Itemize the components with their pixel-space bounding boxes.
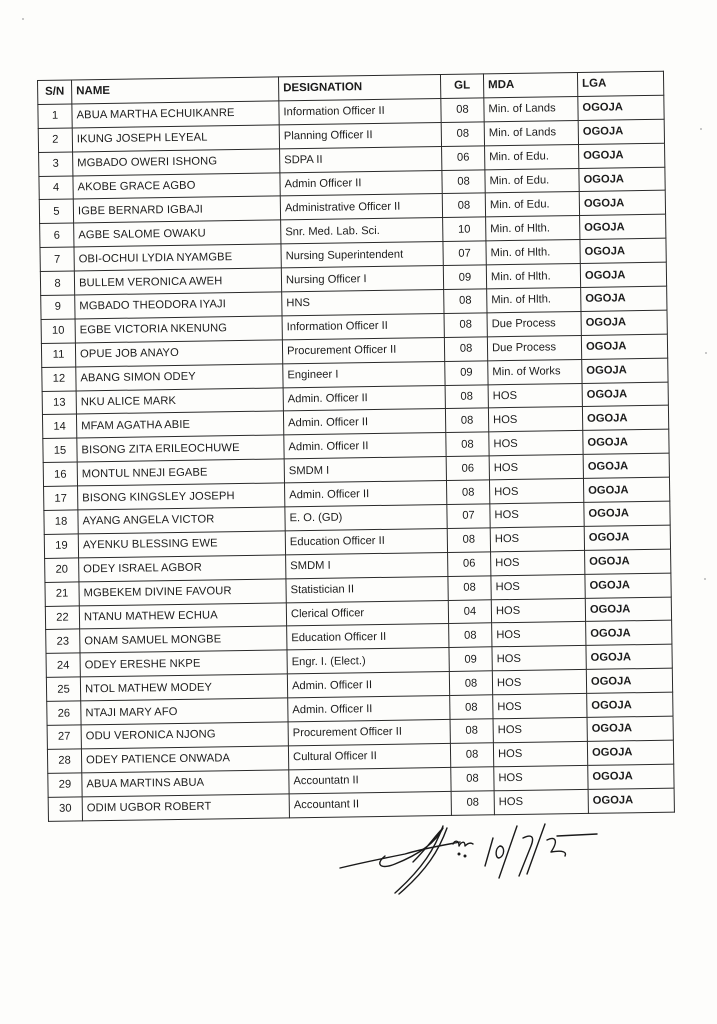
cell-gl: 08 <box>444 313 487 338</box>
cell-name: NKU ALICE MARK <box>76 387 283 414</box>
cell-name: ODU VERONICA NJONG <box>81 722 288 749</box>
cell-gl: 08 <box>441 98 484 123</box>
cell-designation: HNS <box>282 290 444 316</box>
cell-designation: Nursing Officer I <box>281 266 443 292</box>
cell-gl: 09 <box>443 265 486 290</box>
cell-lga: OGOJA <box>581 334 667 359</box>
cell-name: ODIM UGBOR ROBERT <box>82 794 289 821</box>
cell-mda: Min. of Edu. <box>485 168 579 193</box>
cell-sn: 11 <box>41 343 75 367</box>
cell-gl: 08 <box>451 767 494 792</box>
cell-gl: 08 <box>444 337 487 362</box>
cell-gl: 08 <box>450 719 493 744</box>
cell-sn: 28 <box>47 749 81 773</box>
cell-mda: HOS <box>494 765 588 790</box>
cell-mda: HOS <box>492 622 586 647</box>
cell-gl: 06 <box>448 552 491 577</box>
header-name: NAME <box>72 77 279 104</box>
cell-designation: SMDM I <box>286 552 448 578</box>
header-mda: MDA <box>483 72 577 97</box>
cell-mda: HOS <box>493 717 587 742</box>
cell-designation: E. O. (GD) <box>285 504 447 530</box>
cell-mda: Min. of Edu. <box>485 192 579 217</box>
cell-gl: 08 <box>444 289 487 314</box>
cell-designation: Snr. Med. Lab. Sci. <box>281 218 443 244</box>
cell-designation: SMDM I <box>284 457 446 483</box>
cell-designation: Planning Officer II <box>279 122 441 148</box>
cell-name: BULLEM VERONICA AWEH <box>74 268 281 295</box>
cell-gl: 06 <box>442 146 485 171</box>
cell-mda: HOS <box>488 383 582 408</box>
cell-designation: Admin. Officer II <box>288 696 450 722</box>
cell-name: AGBE SALOME OWAKU <box>74 220 281 247</box>
cell-gl: 08 <box>442 169 485 194</box>
cell-name: IGBE BERNARD IGBAJI <box>73 196 280 223</box>
cell-name: ODEY ISRAEL AGBOR <box>79 555 286 582</box>
cell-mda: HOS <box>491 598 585 623</box>
cell-lga: OGOJA <box>586 668 672 693</box>
cell-gl: 08 <box>445 384 488 409</box>
cell-mda: HOS <box>492 646 586 671</box>
cell-sn: 15 <box>43 438 77 462</box>
cell-lga: OGOJA <box>581 310 667 335</box>
cell-sn: 17 <box>44 486 78 510</box>
cell-lga: OGOJA <box>582 406 668 431</box>
cell-gl: 08 <box>450 743 493 768</box>
cell-lga: OGOJA <box>584 525 670 550</box>
cell-lga: OGOJA <box>579 191 665 216</box>
cell-mda: HOS <box>493 694 587 719</box>
cell-name: NTANU MATHEW ECHUA <box>79 602 286 629</box>
cell-mda: HOS <box>489 455 583 480</box>
cell-gl: 08 <box>447 528 490 553</box>
cell-gl: 07 <box>443 241 486 266</box>
cell-mda: Due Process <box>487 311 581 336</box>
cell-mda: HOS <box>489 479 583 504</box>
cell-lga: OGOJA <box>578 119 664 144</box>
cell-designation: Procurement Officer II <box>288 719 450 745</box>
cell-lga: OGOJA <box>583 430 669 455</box>
cell-sn: 4 <box>39 176 73 200</box>
cell-designation: Admin. Officer II <box>285 481 447 507</box>
cell-gl: 09 <box>449 647 492 672</box>
cell-lga: OGOJA <box>583 477 669 502</box>
scan-speck <box>705 352 707 354</box>
cell-sn: 12 <box>42 367 76 391</box>
cell-mda: Min. of Edu. <box>485 144 579 169</box>
cell-sn: 27 <box>47 725 81 749</box>
cell-sn: 23 <box>46 629 80 653</box>
cell-lga: OGOJA <box>579 143 665 168</box>
cell-sn: 14 <box>42 414 76 438</box>
cell-gl: 06 <box>446 456 489 481</box>
header-designation: DESIGNATION <box>278 75 440 101</box>
cell-name: MGBADO THEODORA IYAJI <box>75 292 282 319</box>
cell-name: BISONG KINGSLEY JOSEPH <box>78 483 285 510</box>
cell-designation: Administrative Officer II <box>280 194 442 220</box>
cell-gl: 08 <box>445 408 488 433</box>
cell-lga: OGOJA <box>579 167 665 192</box>
cell-sn: 26 <box>47 701 81 725</box>
cell-designation: Clerical Officer <box>286 600 448 626</box>
cell-lga: OGOJA <box>588 788 674 813</box>
cell-gl: 08 <box>449 623 492 648</box>
cell-designation: Admin Officer II <box>280 170 442 196</box>
cell-name: MGBADO OWERI ISHONG <box>73 149 280 176</box>
cell-designation: Engineer I <box>283 361 445 387</box>
scan-speck <box>704 578 706 580</box>
cell-name: OBI-OCHUI LYDIA NYAMGBE <box>74 244 281 271</box>
cell-name: AYANG ANGELA VICTOR <box>78 507 285 534</box>
cell-gl: 07 <box>447 504 490 529</box>
cell-sn: 3 <box>39 152 73 176</box>
cell-name: EGBE VICTORIA NKENUNG <box>75 316 282 343</box>
cell-name: IKUNG JOSEPH LEYEAL <box>72 125 279 152</box>
cell-sn: 10 <box>41 319 75 343</box>
cell-gl: 08 <box>451 791 494 816</box>
cell-lga: OGOJA <box>587 740 673 765</box>
cell-gl: 08 <box>442 193 485 218</box>
cell-name: ODEY PATIENCE ONWADA <box>81 746 288 773</box>
cell-sn: 18 <box>44 510 78 534</box>
cell-designation: Accountatn II <box>289 767 451 793</box>
cell-mda: Min. of Lands <box>484 120 578 145</box>
cell-lga: OGOJA <box>585 549 671 574</box>
cell-lga: OGOJA <box>584 501 670 526</box>
cell-lga: OGOJA <box>582 382 668 407</box>
cell-sn: 20 <box>45 558 79 582</box>
scan-speck <box>22 18 24 20</box>
cell-sn: 30 <box>48 797 82 821</box>
cell-sn: 13 <box>42 391 76 415</box>
cell-name: MGBEKEM DIVINE FAVOUR <box>79 579 286 606</box>
handwritten-signature <box>335 818 615 898</box>
cell-designation: Statistician II <box>286 576 448 602</box>
cell-sn: 9 <box>41 295 75 319</box>
cell-lga: OGOJA <box>581 286 667 311</box>
cell-mda: HOS <box>491 574 585 599</box>
cell-mda: HOS <box>494 789 588 814</box>
cell-gl: 08 <box>448 576 491 601</box>
cell-designation: Information Officer II <box>279 98 441 124</box>
cell-lga: OGOJA <box>583 453 669 478</box>
cell-mda: Min. of Hlth. <box>486 264 580 289</box>
cell-lga: OGOJA <box>586 645 672 670</box>
table-body <box>38 95 675 821</box>
cell-designation: Education Officer II <box>287 624 449 650</box>
cell-lga: OGOJA <box>588 764 674 789</box>
cell-sn: 25 <box>46 677 80 701</box>
cell-name: ABANG SIMON ODEY <box>76 364 283 391</box>
cell-gl: 08 <box>450 695 493 720</box>
cell-lga: OGOJA <box>580 262 666 287</box>
cell-lga: OGOJA <box>578 95 664 120</box>
cell-name: BISONG ZITA ERILEOCHUWE <box>77 435 284 462</box>
cell-name: MFAM AGATHA ABIE <box>76 411 283 438</box>
cell-lga: OGOJA <box>585 573 671 598</box>
cell-sn: 6 <box>40 223 74 247</box>
cell-mda: Due Process <box>487 335 581 360</box>
cell-sn: 2 <box>38 128 72 152</box>
header-gl: GL <box>440 74 483 99</box>
cell-name: ODEY ERESHE NKPE <box>80 650 287 677</box>
cell-designation: Nursing Superintendent <box>281 242 443 268</box>
cell-name: MONTUL NNEJI EGABE <box>77 459 284 486</box>
cell-lga: OGOJA <box>587 692 673 717</box>
cell-designation: Admin. Officer II <box>287 672 449 698</box>
cell-mda: Min. of Lands <box>484 96 578 121</box>
cell-gl: 08 <box>441 122 484 147</box>
cell-name: ABUA MARTINS ABUA <box>82 770 289 797</box>
cell-gl: 08 <box>446 480 489 505</box>
cell-name: AKOBE GRACE AGBO <box>73 172 280 199</box>
cell-mda: HOS <box>488 407 582 432</box>
cell-gl: 10 <box>443 217 486 242</box>
cell-designation: Admin. Officer II <box>283 409 445 435</box>
cell-mda: HOS <box>490 526 584 551</box>
cell-designation: Admin. Officer II <box>283 385 445 411</box>
cell-sn: 8 <box>40 271 74 295</box>
cell-mda: HOS <box>492 670 586 695</box>
cell-lga: OGOJA <box>582 358 668 383</box>
cell-gl: 09 <box>445 361 488 386</box>
scan-speck <box>700 128 702 130</box>
cell-lga: OGOJA <box>586 621 672 646</box>
cell-sn: 22 <box>45 606 79 630</box>
cell-sn: 21 <box>45 582 79 606</box>
cell-sn: 7 <box>40 247 74 271</box>
cell-sn: 16 <box>43 462 77 486</box>
cell-gl: 04 <box>448 599 491 624</box>
cell-sn: 19 <box>44 534 78 558</box>
cell-mda: HOS <box>493 741 587 766</box>
cell-designation: Accountant II <box>289 791 451 817</box>
cell-designation: Cultural Officer II <box>288 743 450 769</box>
cell-sn: 1 <box>38 104 72 128</box>
cell-designation: Education Officer II <box>285 528 447 554</box>
cell-name: NTOL MATHEW MODEY <box>80 674 287 701</box>
cell-sn: 24 <box>46 653 80 677</box>
cell-mda: Min. of Hlth. <box>486 240 580 265</box>
cell-mda: Min. of Hlth. <box>487 287 581 312</box>
cell-designation: Engr. I. (Elect.) <box>287 648 449 674</box>
cell-lga: OGOJA <box>585 597 671 622</box>
cell-name: ABUA MARTHA ECHUIKANRE <box>72 101 279 128</box>
cell-name: NTAJI MARY AFO <box>81 698 288 725</box>
staff-list-table-wrapper <box>37 71 674 822</box>
cell-lga: OGOJA <box>580 238 666 263</box>
cell-designation: SDPA II <box>280 146 442 172</box>
cell-gl: 08 <box>449 671 492 696</box>
cell-mda: HOS <box>490 502 584 527</box>
cell-designation: Procurement Officer II <box>282 337 444 363</box>
cell-gl: 08 <box>446 432 489 457</box>
staff-list-table <box>37 71 675 822</box>
cell-lga: OGOJA <box>580 215 666 240</box>
cell-name: ONAM SAMUEL MONGBE <box>80 626 287 653</box>
cell-sn: 29 <box>48 773 82 797</box>
header-lga: LGA <box>577 71 663 96</box>
cell-mda: HOS <box>489 431 583 456</box>
cell-name: OPUE JOB ANAYO <box>75 340 282 367</box>
cell-mda: Min. of Hlth. <box>486 216 580 241</box>
cell-lga: OGOJA <box>587 716 673 741</box>
cell-mda: Min. of Works <box>488 359 582 384</box>
cell-designation: Information Officer II <box>282 313 444 339</box>
cell-mda: HOS <box>491 550 585 575</box>
cell-designation: Admin. Officer II <box>284 433 446 459</box>
cell-sn: 5 <box>39 199 73 223</box>
cell-name: AYENKU BLESSING EWE <box>78 531 285 558</box>
header-sn: S/N <box>38 80 72 104</box>
